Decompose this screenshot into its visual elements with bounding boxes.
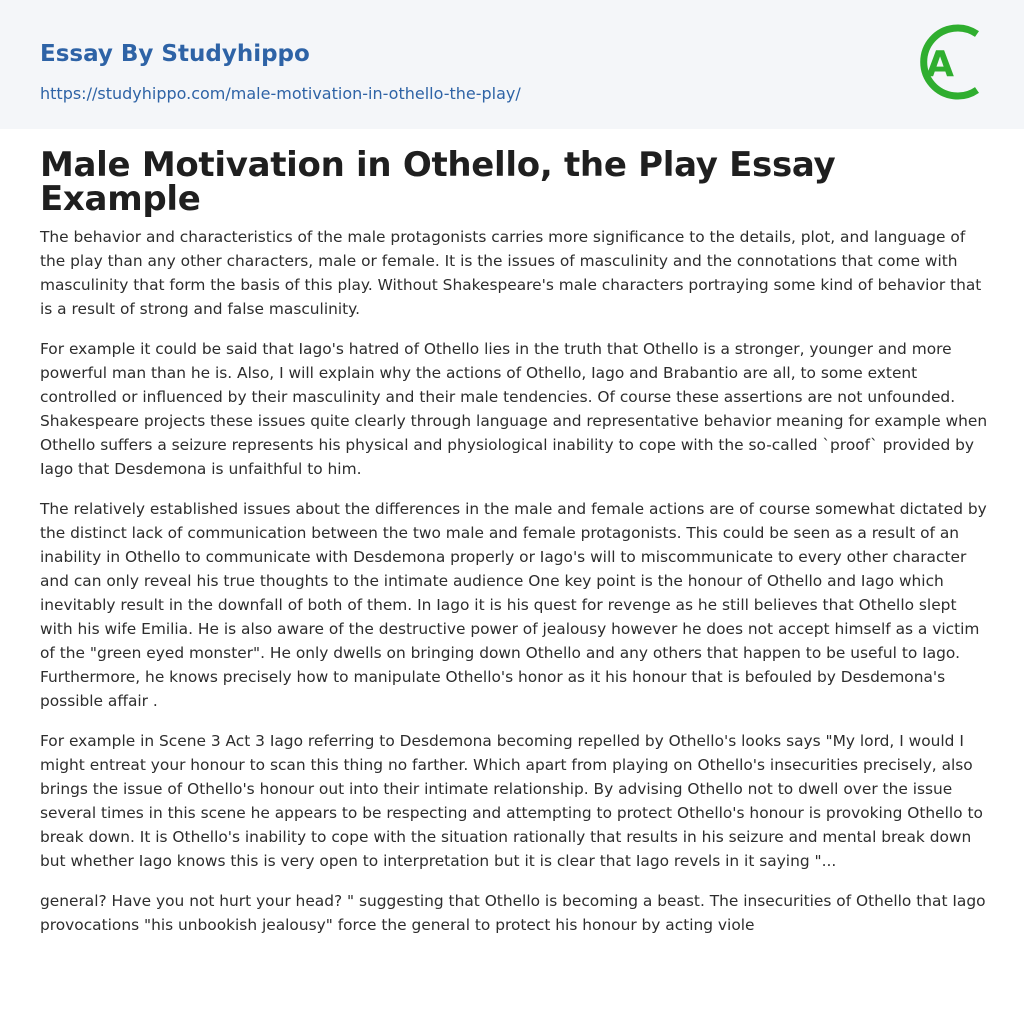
site-header: [0, 0, 1024, 129]
article: [40, 145, 988, 953]
site-brand[interactable]: Essay By Studyhippo: [40, 41, 310, 67]
article-title: Male Motivation in Othello, the Play Essay Example: [40, 145, 836, 219]
article-paragraph: The relatively established issues about the differences in the male and female actions are of course somewhat dictated by the distinct lack of communication between the two male and female protagonists. This could be seen as a result of an inability in Othello to communicate with Desdemona properly or Iago's will to miscommunicate to every other character and can only reveal his true thoughts to the intimate audience One key point is the honour of Othello and Iago which inevitably result in the downfall of both of them. In Iago it is his quest for revenge as he still believes that Othello slept with his wife Emilia. He is also aware of the destructive power of jealousy however he does not accept himself as a victim of the "green eyed monster". He only dwells on bringing down Othello and any others that happen to be useful to Iago. Furthermore, he knows precisely how to manipulate Othello's honor as it his honour that is befouled by Desdemona's possible affair .: [40, 500, 987, 710]
logo-letter: A: [926, 44, 954, 85]
studyhippo-a-logo-icon[interactable]: [911, 18, 987, 106]
article-paragraph: The behavior and characteristics of the male protagonists carries more significance to the details, plot, and language of the play than any other characters, male or female. It is the issues of masculinity and the connotations that come with masculinity that form the basis of this play. Without Shakespeare's male characters portraying some kind of behavior that is a result of strong and false masculinity.: [40, 228, 982, 318]
article-paragraph: For example it could be said that Iago's hatred of Othello lies in the truth that Othello is a stronger, younger and more powerful man than he is. Also, I will explain why the actions of Othello, Iago and Brabantio are all, to some extent controlled or influenced by their masculinity and their male tendencies. Of course these assertions are not unfounded. Shakespeare projects these issues quite clearly through language and representative behavior meaning for example when Othello suffers a seizure represents his physical and physiological inability to cope with the so-called `proof` provided by Iago that Desdemona is unfaithful to him.: [40, 340, 988, 478]
article-paragraph: general? Have you not hurt your head? " suggesting that Othello is becoming a beast. The insecurities of Othello that Iago provocations "his unbookish jealousy" force the general to protect his honour by acting viole: [40, 892, 986, 934]
article-paragraph: For example in Scene 3 Act 3 Iago referring to Desdemona becoming repelled by Othello's looks says "My lord, I would I might entreat your honour to scan this thing no farther. Which apart from playing on Othello's insecurities precisely, also brings the issue of Othello's honour out into their intimate relationship. By advising Othello not to dwell over the issue several times in this scene he appears to be respecting and attempting to protect Othello's honour is provoking Othello to break down. It is Othello's inability to cope with the situation rationally that results in his seizure and mental break down but whether Iago knows this is very open to interpretation but it is clear that Iago revels in it saying "...: [40, 732, 983, 870]
page-url-link[interactable]: https://studyhippo.com/male-motivation-in-othello-the-play/: [40, 84, 521, 103]
article-body: [40, 225, 988, 937]
